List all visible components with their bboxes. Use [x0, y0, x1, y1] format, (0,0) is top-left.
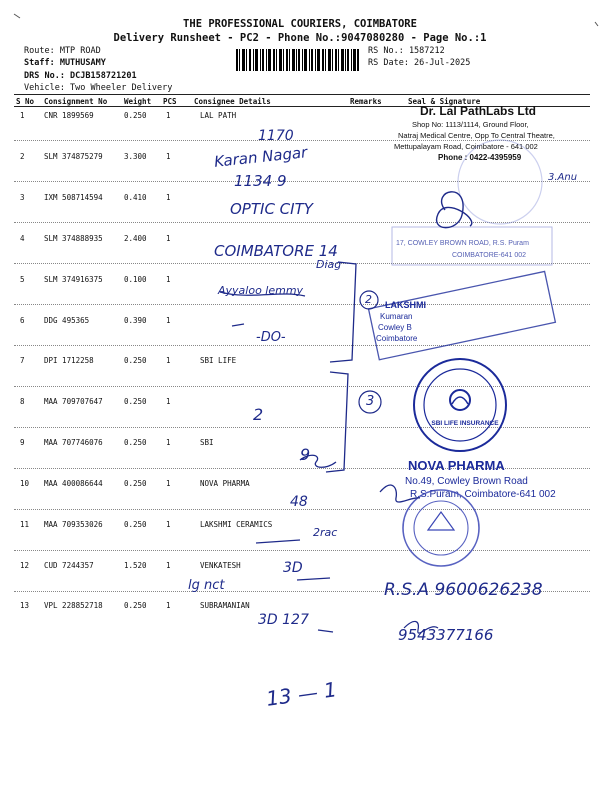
- row-pcs: 1: [166, 520, 171, 529]
- handwriting-row9-mark: 9: [300, 445, 311, 464]
- row-pcs: 1: [166, 193, 171, 202]
- row-weight: 0.250: [124, 397, 147, 406]
- row-sno: 10: [20, 479, 30, 488]
- row-consignee: SUBRAMANIAN: [200, 601, 250, 610]
- row-divider: [14, 427, 590, 428]
- row-consignment: CUD 7244357: [44, 561, 94, 570]
- stamp-cowley-line1: 17, COWLEY BROWN ROAD, R.S. Puram: [396, 240, 529, 247]
- row-consignment: DPI 1712258: [44, 356, 94, 365]
- handwriting-row4-diag: Diag: [316, 258, 342, 271]
- col-remarks: Remarks: [350, 97, 382, 106]
- row-weight: 0.100: [124, 275, 147, 284]
- row-consignment: VPL 228852718: [44, 601, 103, 610]
- handwriting-row12-note: 3D: [283, 560, 303, 576]
- row-pcs: 1: [166, 397, 171, 406]
- row-divider: [14, 345, 590, 346]
- row-pcs: 1: [166, 601, 171, 610]
- row-consignment: MAA 707746076: [44, 438, 103, 447]
- row-sno: 6: [20, 316, 25, 325]
- barcode-image: [236, 49, 360, 71]
- handwriting-row2-code: 1134 9: [234, 172, 287, 190]
- row-consignment: IXM 508714594: [44, 193, 103, 202]
- stamp-nova-title: NOVA PHARMA: [408, 458, 505, 473]
- row-sno: 2: [20, 152, 25, 161]
- route-label: Route: MTP ROAD: [24, 46, 101, 56]
- stamp-lal-line3: Mettupalayam Road, Coimbatore - 641 002: [394, 142, 538, 151]
- handwriting-circle-3: 3: [366, 394, 375, 409]
- row-sno: 1: [20, 111, 25, 120]
- stamp-lal-line1: Shop No: 1113/1114, Ground Floor,: [412, 120, 529, 129]
- row-sno: 4: [20, 234, 25, 243]
- row-consignment: SLM 374875279: [44, 152, 103, 161]
- col-sno: S No: [16, 97, 35, 106]
- staff-label: Staff: MUTHUSAMY: [24, 58, 106, 68]
- stamp-lakshmi-line4: Coimbatore: [376, 334, 418, 343]
- row-consignee: SBI: [200, 438, 214, 447]
- row-weight: 0.250: [124, 479, 147, 488]
- handwriting-circle-2: 2: [365, 293, 372, 306]
- handwriting-row13-note: 3D 127: [258, 612, 309, 628]
- row-weight: 0.390: [124, 316, 147, 325]
- row-weight: 0.250: [124, 601, 147, 610]
- stamp-nova-line2: R.S.Puram, Coimbatore-641 002: [410, 489, 556, 500]
- row-weight: 1.520: [124, 561, 147, 570]
- row-divider: [14, 222, 590, 223]
- rs-date: RS Date: 26-Jul-2025: [368, 58, 471, 68]
- handwriting-row3-initials: 3.Anu: [548, 172, 578, 183]
- row-pcs: 1: [166, 561, 171, 570]
- col-seal-signature: Seal & Signature: [408, 97, 481, 106]
- row-weight: 0.250: [124, 438, 147, 447]
- stamp-lal-line2: Natraj Medical Centre, Opp To Central Theatre,: [398, 131, 555, 140]
- handwriting-row2-area: Karan Nagar: [213, 143, 309, 171]
- handwriting-row2-no: 1170: [258, 128, 294, 144]
- row-consignment: SLM 374888935: [44, 234, 103, 243]
- row-consignee: SBI LIFE: [200, 356, 237, 365]
- stamp-lakshmi-line1: LAKSHMI: [385, 300, 426, 310]
- handwriting-row6-ditto: -DO-: [256, 330, 286, 345]
- row-consignment: MAA 709707647: [44, 397, 103, 406]
- row-divider: [14, 386, 590, 387]
- rs-number: RS No.: 1587212: [368, 46, 445, 56]
- row-pcs: 1: [166, 275, 171, 284]
- handwriting-receiver-phone: R.S.A 9600626238: [384, 580, 543, 600]
- row-sno: 7: [20, 356, 25, 365]
- row-sno: 8: [20, 397, 25, 406]
- row-pcs: 1: [166, 111, 171, 120]
- row-weight: 0.250: [124, 356, 147, 365]
- drs-number: DRS No.: DCJB158721201: [24, 71, 137, 81]
- col-consignee: Consignee Details: [194, 97, 271, 106]
- col-pcs: PCS: [163, 97, 177, 106]
- row-sno: 13: [20, 601, 30, 610]
- col-consignment: Consignment No: [44, 97, 108, 106]
- stamp-lal-title: Dr. Lal PathLabs Ltd: [420, 104, 537, 118]
- stamp-lakshmi-line2: Kumaran: [380, 312, 413, 321]
- handwriting-row10-mark: 48: [290, 494, 308, 510]
- handwriting-row3-name: OPTIC CITY: [230, 200, 313, 218]
- header-top-rule: [14, 94, 590, 95]
- handwriting-row8-mark: 2: [253, 405, 264, 424]
- row-consignment: MAA 709353026: [44, 520, 103, 529]
- row-pcs: 1: [166, 356, 171, 365]
- row-sno: 11: [20, 520, 30, 529]
- stamp-lakshmi-line3: Cowley B: [378, 323, 412, 332]
- row-divider: [14, 140, 590, 141]
- row-divider: [14, 181, 590, 182]
- row-weight: 0.250: [124, 111, 147, 120]
- row-consignee: VENKATESH: [200, 561, 241, 570]
- row-pcs: 1: [166, 152, 171, 161]
- row-weight: 0.410: [124, 193, 147, 202]
- row-divider: [14, 304, 590, 305]
- handwriting-row12-sign: lg nct: [188, 578, 225, 593]
- row-consignee: NOVA PHARMA: [200, 479, 250, 488]
- row-weight: 2.400: [124, 234, 147, 243]
- handwriting-row5-name: Ayyaloo lemmy: [218, 284, 304, 297]
- row-divider: [14, 550, 590, 551]
- row-sno: 5: [20, 275, 25, 284]
- stamp-lal-phone: Phone : 0422-4395959: [438, 153, 522, 162]
- company-title: THE PROFESSIONAL COURIERS, COIMBATORE: [183, 18, 417, 30]
- row-consignee: LAL PATH: [200, 111, 237, 120]
- row-consignment: DDG 495365: [44, 316, 90, 325]
- row-consignee: LAKSHMI CERAMICS: [200, 520, 273, 529]
- row-pcs: 1: [166, 438, 171, 447]
- handwriting-receiver-phone2: 9543377166: [398, 626, 494, 644]
- row-divider: [14, 263, 590, 264]
- row-pcs: 1: [166, 479, 171, 488]
- row-sno: 12: [20, 561, 30, 570]
- row-sno: 9: [20, 438, 25, 447]
- handwriting-total: 13 — 1: [264, 677, 339, 711]
- runsheet-subtitle: Delivery Runsheet - PC2 - Phone No.:9047080280 - Page No.:1: [113, 32, 487, 44]
- row-consignment: CNR 1899569: [44, 111, 94, 120]
- row-sno: 3: [20, 193, 25, 202]
- row-pcs: 1: [166, 316, 171, 325]
- row-pcs: 1: [166, 234, 171, 243]
- stamp-nova-line1: No.49, Cowley Brown Road: [405, 476, 528, 487]
- row-weight: 3.300: [124, 152, 147, 161]
- row-consignment: MAA 400086644: [44, 479, 103, 488]
- row-weight: 0.250: [124, 520, 147, 529]
- row-consignment: SLM 374916375: [44, 275, 103, 284]
- vehicle-label: Vehicle: Two Wheeler Delivery: [24, 83, 173, 93]
- handwriting-row4-city: COIMBATORE 14: [214, 242, 338, 260]
- col-weight: Weight: [124, 97, 152, 106]
- stamp-cowley-line2: COIMBATORE-641 002: [452, 252, 527, 259]
- handwriting-row11-note: 2rac: [313, 526, 338, 539]
- stamp-sbi-text: SBI LIFE INSURANCE: [431, 420, 499, 427]
